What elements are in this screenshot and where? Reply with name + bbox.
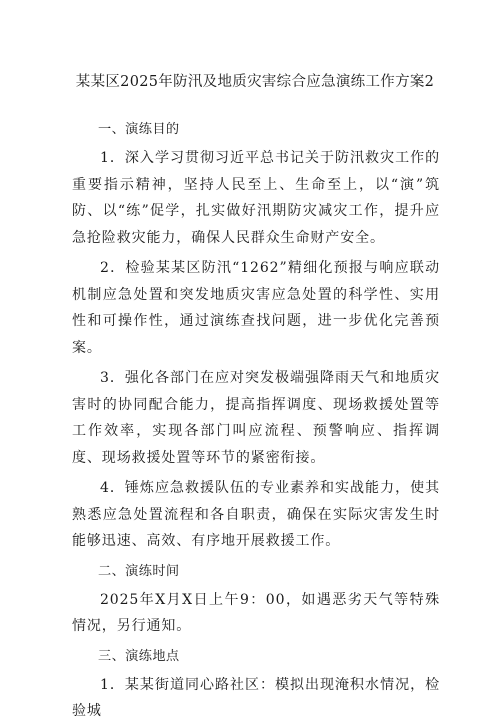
section-heading-location: 三、演练地点 [98,648,180,664]
purpose-paragraph-3: 3．强化各部门在应对突发极端强降雨天气和地质灾害时的协同配合能力，提高指挥调度、现场救援处置等工作效率，实现各部门叫应流程、预警响应、指挥调度、现场救援处置等环节的紧密衔接。 [72,370,440,466]
purpose-paragraph-1: 1．深入学习贯彻习近平总书记关于防汛救灾工作的重要指示精神，坚持人民至上、生命至上，以“演”筑防、以“练”促学，扎实做好汛期防灾减灾工作，提升应急抢险救灾能力，确保人民群众生命财产安全。 [72,150,440,246]
purpose-paragraph-2: 2．检验某某区防汛“1262”精细化预报与响应联动机制应急处置和突发地质灾害应急处置的科学性、实用性和可操作性，通过演练查找问题，进一步优化完善预案。 [72,260,440,356]
time-paragraph: 2025年X月X日上午9：00，如遇恶劣天气等特殊情况，另行通知。 [72,591,440,634]
purpose-paragraph-4: 4．锤炼应急救援队伍的专业素养和实战能力，使其熟悉应急处置流程和各自职责，确保在实际灾害发生时能够迅速、高效、有序地开展救援工作。 [72,480,440,549]
location-paragraph-1: 1．某某街道同心路社区：模拟出现淹积水情况，检验城 [72,676,440,719]
document-title: 某某区2025年防汛及地质灾害综合应急演练工作方案2 [75,74,435,90]
section-heading-time: 二、演练时间 [98,563,180,579]
section-heading-purpose: 一、演练目的 [98,122,180,137]
document-body [72,117,440,725]
